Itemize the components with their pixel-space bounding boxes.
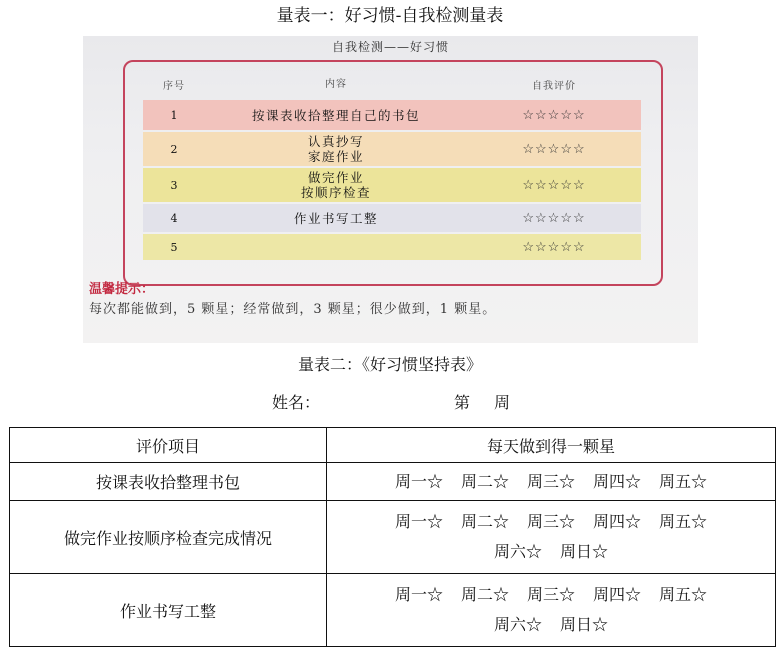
header-content: 内容	[325, 78, 347, 90]
row-content	[205, 168, 467, 202]
self-check-row	[143, 100, 641, 130]
weekday-star: 周六☆	[493, 615, 542, 634]
row-content	[205, 234, 467, 260]
weekday-star: 周四☆	[593, 512, 642, 531]
row-stars: ☆☆☆☆☆	[522, 210, 586, 226]
row-stars: ☆☆☆☆☆	[522, 107, 586, 123]
weekday-line	[327, 507, 775, 537]
days-cell	[327, 463, 776, 501]
table-row	[10, 463, 776, 501]
weekday-line	[327, 580, 775, 610]
habit-persistence-table	[9, 427, 776, 647]
weekday-star: 周一☆	[394, 585, 443, 604]
scale-one-title: 量表一：好习惯-自我检测量表	[276, 6, 504, 26]
row-num: 3	[170, 178, 178, 192]
weekday-star: 周五☆	[659, 471, 708, 491]
week-label: 第 周	[454, 393, 515, 412]
table-header-row	[10, 428, 776, 463]
weekday-star: 周四☆	[593, 585, 642, 604]
weekday-star: 周二☆	[460, 512, 509, 531]
weekday-star: 周日☆	[560, 542, 609, 561]
weekday-star: 周日☆	[560, 615, 609, 634]
row-stars: ☆☆☆☆☆	[522, 141, 586, 157]
content-line: 做完作业	[307, 170, 364, 185]
tip-heading: 温馨提示：	[89, 282, 155, 297]
self-check-header-row	[143, 74, 641, 94]
days-cell	[327, 574, 776, 647]
table-row	[10, 501, 776, 574]
item-cell: 按课表收拾整理书包	[10, 463, 327, 501]
weekday-line	[327, 467, 775, 497]
header-num: 序号	[163, 80, 185, 92]
item-cell: 做完作业按顺序检查完成情况	[10, 501, 327, 574]
row-num: 4	[170, 211, 178, 225]
self-check-row	[143, 204, 641, 232]
content-line: 认真抄写	[307, 134, 364, 149]
weekday-star: 周五☆	[659, 512, 708, 531]
header-item-cell: 评价项目	[10, 428, 327, 463]
weekday-star: 周一☆	[394, 471, 443, 491]
row-num: 5	[170, 240, 178, 254]
weekday-star: 周一☆	[394, 512, 443, 531]
weekday-star: 周二☆	[460, 585, 509, 604]
self-check-frame	[123, 60, 663, 286]
row-stars: ☆☆☆☆☆	[522, 177, 586, 193]
content-line: 家庭作业	[307, 149, 364, 164]
scale-two-title: 量表二：《好习惯坚持表》	[297, 355, 482, 374]
photo-title: 自我检测——好习惯	[331, 40, 449, 54]
weekday-star: 周三☆	[526, 585, 575, 604]
header-rule-cell: 每天做到得一颗星	[327, 428, 776, 463]
weekday-star: 周六☆	[493, 542, 542, 561]
days-cell	[327, 501, 776, 574]
row-content	[205, 132, 467, 166]
weekday-line	[327, 610, 775, 640]
row-num: 1	[170, 108, 178, 122]
header-stars: 自我评价	[532, 80, 576, 92]
weekday-star: 周四☆	[593, 471, 642, 491]
weekday-star: 周二☆	[460, 471, 509, 491]
table-row	[10, 574, 776, 647]
self-check-row	[143, 132, 641, 166]
row-content: 作业书写工整	[293, 210, 378, 226]
weekday-line	[327, 537, 775, 567]
name-label: 姓名：	[272, 393, 321, 412]
row-content: 按课表收拾整理自己的书包	[251, 107, 420, 123]
tip-text: 每次都能做到，5 颗星；经常做到，3 颗星；很少做到，1 颗星。	[89, 302, 497, 317]
self-check-photo	[83, 36, 698, 343]
item-cell: 作业书写工整	[10, 574, 327, 647]
self-check-row	[143, 234, 641, 260]
weekday-star: 周三☆	[526, 471, 575, 491]
row-num: 2	[170, 142, 178, 156]
weekday-star: 周五☆	[659, 585, 708, 604]
self-check-row	[143, 168, 641, 202]
weekday-star: 周三☆	[526, 512, 575, 531]
row-stars: ☆☆☆☆☆	[522, 239, 586, 255]
content-line: 按顺序检查	[300, 185, 371, 200]
